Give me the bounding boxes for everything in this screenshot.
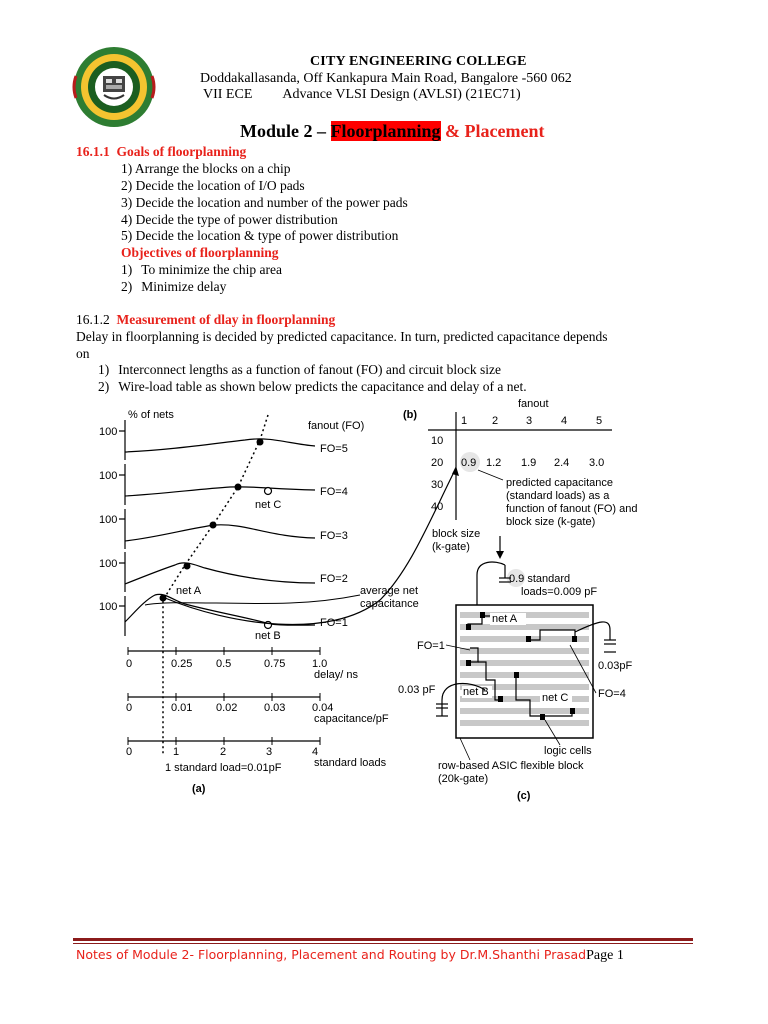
curve-fo2 (125, 563, 315, 584)
sl-note: 1 standard load=0.01pF (165, 762, 282, 774)
label-fo5: FO=5 (320, 443, 348, 455)
row-label: 20 (431, 457, 444, 469)
label-net-b: net B (255, 630, 281, 642)
cap-tick: 0.04 (312, 702, 334, 714)
cap-unit: capacitance/pF (314, 713, 389, 725)
sl-tick: 2 (220, 746, 227, 758)
label-fo4: FO=4 (320, 486, 348, 498)
college-logo (70, 46, 158, 128)
tick-100: 100 (99, 601, 118, 613)
delay-tick: 1.0 (312, 658, 328, 670)
page-title (240, 121, 545, 142)
cell-value: 3.0 (589, 457, 605, 469)
section-2-heading: 16.1.2 Measurement of dlay in floorplanning (76, 312, 336, 327)
pred-text: block size (k-gate) (506, 516, 596, 528)
curve-fo4 (125, 487, 315, 496)
goal-item: 3) Decide the location and number of the power pads (121, 195, 408, 210)
label-fo1: FO=1 (320, 617, 348, 629)
pred-text: function of fanout (FO) and (506, 503, 638, 515)
label-logic-cells: logic cells (544, 745, 592, 757)
label-c-fo4: FO=4 (598, 688, 626, 700)
sl-unit: standard loads (314, 757, 387, 769)
fanout-col: 5 (596, 415, 603, 427)
caption-b: (b) (403, 409, 418, 421)
sl-tick: 4 (312, 746, 319, 758)
label-c-cap-right: 0.03pF (598, 660, 633, 672)
pred-text: (standard loads) as a (506, 490, 610, 502)
section-2-paragraph-cont: on (76, 346, 90, 361)
point-fo2 (184, 563, 191, 570)
point-fo5 (257, 439, 264, 446)
curve-fo1 (125, 594, 315, 625)
delay-tick: 0 (126, 658, 133, 670)
avg-label-1: average net (360, 585, 419, 597)
cell-value: 1.2 (486, 457, 502, 469)
curve-fo5 (125, 439, 315, 452)
label-c-net-a: net A (492, 613, 518, 625)
tick-100: 100 (99, 514, 118, 526)
goal-item: 1) Arrange the blocks on a chip (121, 161, 291, 176)
row-label: 40 (431, 501, 444, 513)
cell-value: 1.9 (521, 457, 537, 469)
label-c-cap-left: 0.03 pF (398, 684, 436, 696)
sl-tick: 3 (266, 746, 273, 758)
fanout-col: 3 (526, 415, 533, 427)
footer-rule (73, 938, 693, 941)
caption-c: (c) (517, 790, 531, 802)
label-fo2: FO=2 (320, 573, 348, 585)
cap-tick: 0.03 (264, 702, 286, 714)
tick-100: 100 (99, 470, 118, 482)
curve-fo3 (125, 525, 315, 541)
fanout-col: 1 (461, 415, 468, 427)
std-load-text: loads=0.009 pF (521, 586, 598, 598)
course-line (203, 87, 521, 103)
page-number: Page 1 (586, 948, 624, 963)
label-c-net-b: net B (463, 686, 489, 698)
cell-value: 2.4 (554, 457, 570, 469)
pred-text: predicted capacitance (506, 477, 614, 489)
delay-tick: 0.5 (216, 658, 232, 670)
semester: VII ECE (203, 87, 253, 102)
label-block-1: row-based ASIC flexible block (438, 760, 584, 772)
goal-item: 5) Decide the location & type of power distribution (121, 228, 399, 243)
fanout-label: fanout (FO) (308, 420, 365, 432)
goal-item: 4) Decide the type of power distribution (121, 212, 338, 227)
cap-tick: 0.02 (216, 702, 238, 714)
list-item: 1) Interconnect lengths as a function of fanout (FO) and circuit block size (98, 362, 501, 377)
college-address: Doddakallasanda, Off Kankapura Main Road, Bangalore -560 062 (200, 71, 572, 86)
row-label: 30 (431, 479, 444, 491)
block-size-text: (k-gate) (432, 541, 470, 553)
block-size-text: block size (432, 528, 481, 540)
point-net-c (265, 488, 272, 495)
caption-a: (a) (192, 783, 206, 795)
label-c-net-c: net C (542, 692, 569, 704)
college-name: CITY ENGINEERING COLLEGE (310, 54, 527, 69)
course-name: Advance VLSI Design (AVLSI) (21EC71) (282, 87, 521, 102)
sl-tick: 1 (173, 746, 180, 758)
wire-load-figure (0, 395, 768, 805)
row-label: 10 (431, 435, 444, 447)
label-fo3: FO=3 (320, 530, 348, 542)
point-fo4 (235, 484, 242, 491)
label-net-a: net A (176, 585, 202, 597)
fanout-col: 2 (492, 415, 499, 427)
footer-text: Notes of Module 2- Floorplanning, Placement and Routing by Dr.M.Shanthi Prasad (76, 947, 587, 962)
objective-item: 2) Minimize delay (121, 279, 227, 294)
tick-100: 100 (99, 426, 118, 438)
avg-label-2: capacitance (360, 598, 419, 610)
title-prefix: Module 2 – (240, 121, 331, 141)
std-load-text: 0.9 standard (509, 573, 571, 585)
delay-unit: delay/ ns (314, 669, 359, 681)
section-1-heading: 16.1.1 Goals of floorplanning (76, 144, 247, 159)
objective-item: 1) To minimize the chip area (121, 262, 282, 277)
footer-rule-thin (73, 943, 693, 944)
sl-tick: 0 (126, 746, 133, 758)
cap-tick: 0.01 (171, 702, 193, 714)
delay-tick: 0.25 (171, 658, 193, 670)
fanout-col: 4 (561, 415, 568, 427)
title-highlight: Floorplanning (330, 121, 441, 141)
footer (76, 947, 624, 964)
point-fo3 (210, 522, 217, 529)
tick-100: 100 (99, 558, 118, 570)
delay-tick: 0.75 (264, 658, 286, 670)
section-2-paragraph: Delay in floorplanning is decided by predicted capacitance. In turn, predicted capacitance depends (76, 329, 608, 344)
label-net-c: net C (255, 499, 282, 511)
cap-tick: 0 (126, 702, 133, 714)
goal-item: 2) Decide the location of I/O pads (121, 178, 305, 193)
table-fanout-label: fanout (518, 398, 549, 410)
figure-a-graph (99, 409, 419, 795)
label-c-fo1: FO=1 (417, 640, 445, 652)
objectives-heading: Objectives of floorplanning (121, 245, 279, 260)
cell-value: 0.9 (461, 457, 477, 469)
list-item: 2) Wire-load table as shown below predicts the capacitance and delay of a net. (98, 379, 527, 394)
point-net-b (265, 622, 272, 629)
label-block-2: (20k-gate) (438, 773, 489, 785)
figure-c-block (398, 562, 633, 802)
title-suffix: & Placement (440, 121, 545, 141)
y-axis-label: % of nets (128, 409, 174, 421)
